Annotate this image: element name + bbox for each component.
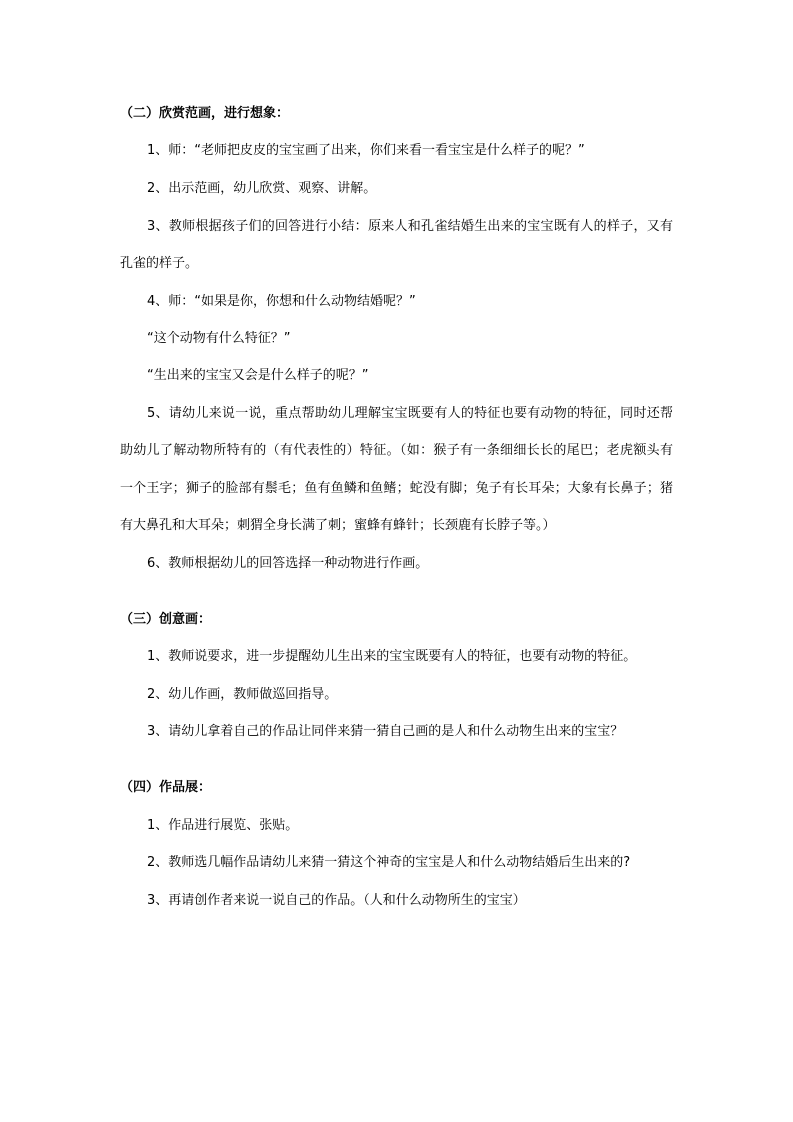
section-heading-3: （三）创意画：	[120, 612, 212, 627]
paragraph-line: 4、师：“如果是你，你想和什么动物结婚呢？”	[147, 294, 416, 309]
paragraph-line: 有大鼻孔和大耳朵；刺猬全身长满了刺；蜜蜂有蜂针；长颈鹿有长脖子等。）	[120, 518, 556, 533]
section-heading-2: （二）欣赏范画，进行想象：	[120, 106, 290, 121]
paragraph-line: 一个王字；狮子的脸部有鬃毛；鱼有鱼鳞和鱼鳍；蛇没有脚；兔子有长耳朵；大象有长鼻子；猪	[120, 481, 673, 496]
paragraph-line: 1、作品进行展览、张贴。	[147, 818, 299, 833]
paragraph-line: 5、请幼儿来说一说，重点帮助幼儿理解宝宝既要有人的特征也要有动物的特征，同时还帮	[147, 406, 673, 421]
paragraph-line: 2、教师选几幅作品请幼儿来猜一猜这个神奇的宝宝是人和什么动物结婚后生出来的?	[147, 855, 631, 870]
paragraph-line: 2、出示范画，幼儿欣赏、观察、讲解。	[147, 181, 377, 196]
paragraph-line: 6、教师根据幼儿的回答选择一种动物进行作画。	[147, 556, 429, 571]
paragraph-line: 助幼儿了解动物所特有的（有代表性的）特征。（如：猴子有一条细细长长的尾巴；老虎额头有	[120, 443, 673, 458]
paragraph-line: 2、幼儿作画，教师做巡回指导。	[147, 687, 338, 702]
paragraph-line: 孔雀的样子。	[120, 256, 199, 271]
paragraph-line: 3、再请创作者来说一说自己的作品。（人和什么动物所生的宝宝）	[147, 893, 526, 908]
section-heading-4: （四）作品展：	[120, 780, 212, 795]
paragraph-line: “这个动物有什么特征？”	[147, 331, 291, 346]
paragraph-line: 1、师：“老师把皮皮的宝宝画了出来，你们来看一看宝宝是什么样子的呢？”	[147, 143, 585, 158]
paragraph-line: 3、教师根据孩子们的回答进行小结：原来人和孔雀结婚生出来的宝宝既有人的样子，又有	[147, 219, 673, 234]
paragraph-line: “生出来的宝宝又会是什么样子的呢？”	[147, 368, 369, 383]
paragraph-line: 1、教师说要求，进一步提醒幼儿生出来的宝宝既要有人的特征，也要有动物的特征。	[147, 649, 637, 664]
paragraph-line: 3、请幼儿拿着自己的作品让同伴来猜一猜自己画的是人和什么动物生出来的宝宝？	[147, 724, 624, 739]
